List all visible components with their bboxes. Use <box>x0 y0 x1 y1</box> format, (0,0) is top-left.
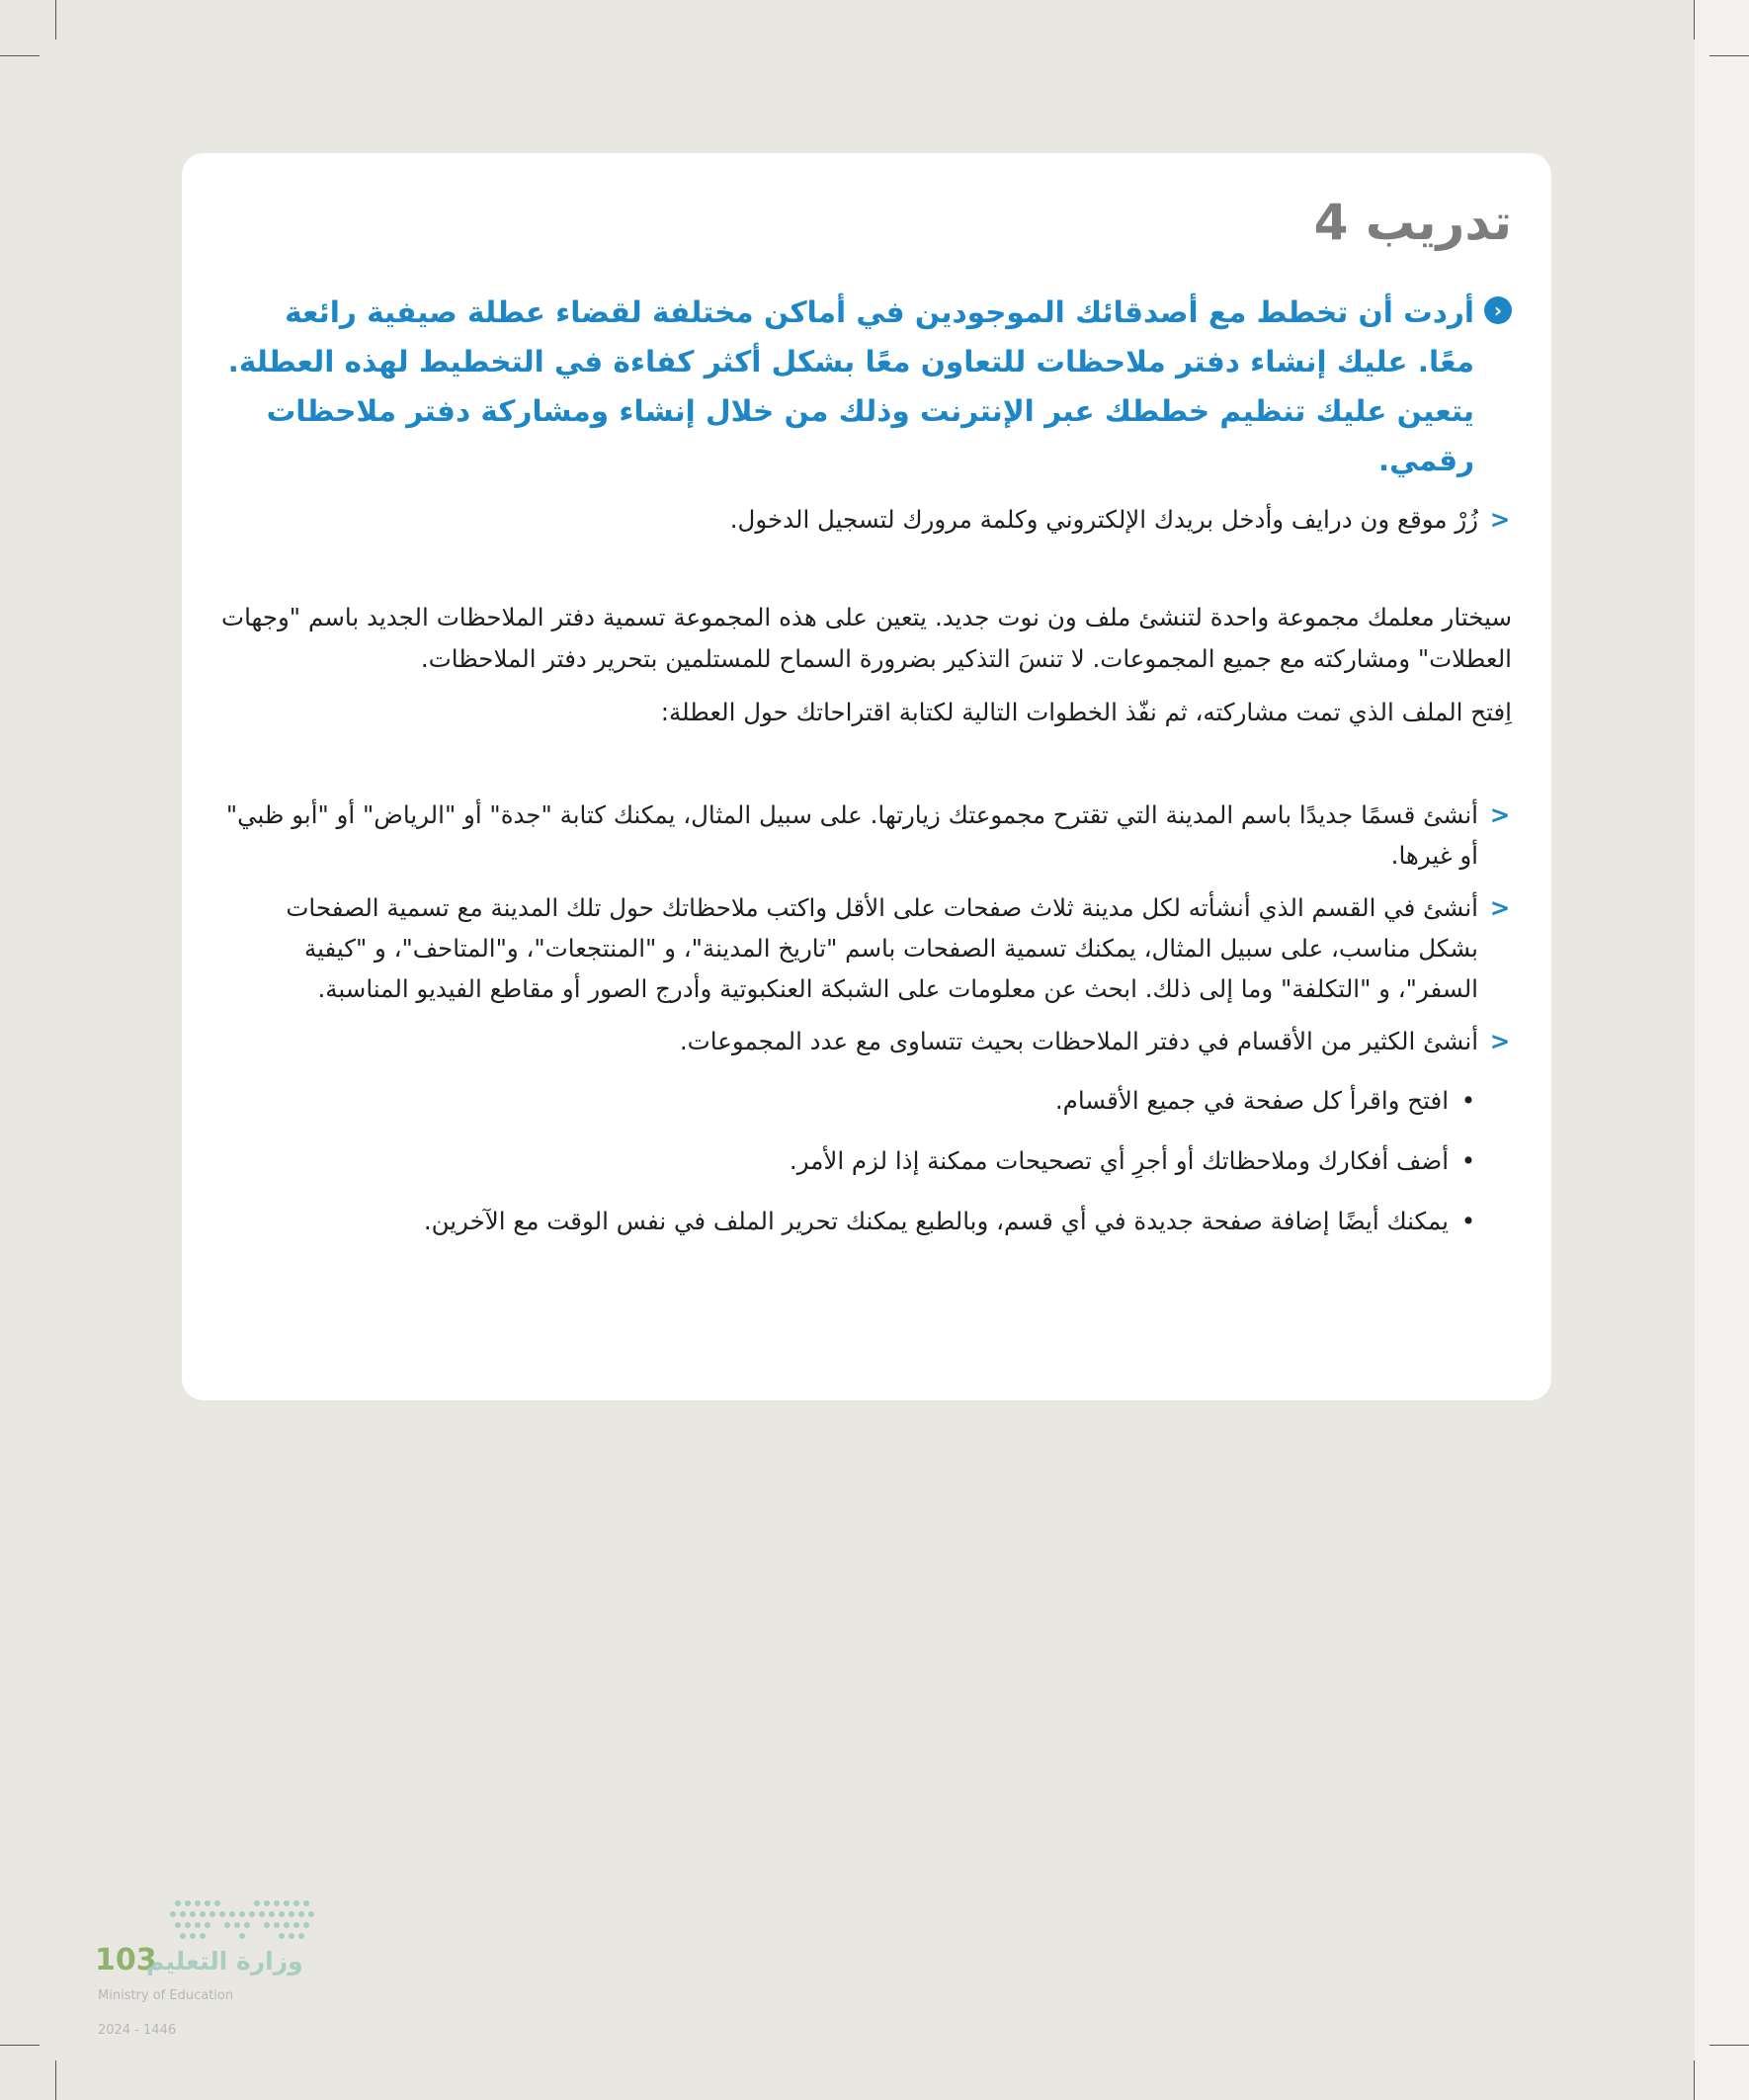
intro-text: أردت أن تخطط مع أصدقائك الموجودين في أماكن مختلفة لقضاء عطلة صيفية رائعة معًا. عليك إنشاء دفتر ملاحظات للتعاون معًا بشكل أكثر كفاءة في التخطيط لهذه العطلة. يتعين عليك تنظيم خططك عبر الإنترنت وذلك من خلال إنشاء ومشاركة دفتر ملاحظات رقمي. <box>227 295 1474 477</box>
step-text: أنشئ الكثير من الأقسام في دفتر الملاحظات بحيث تتساوى مع عدد المجموعات. <box>679 1027 1478 1055</box>
list-item <box>221 1202 1478 1241</box>
step-login <box>221 499 1512 540</box>
step-text: أنشئ قسمًا جديدًا باسم المدينة التي تقترح مجموعتك زيارتها. على سبيل المثال، يمكنك كتابة "جدة" أو "الرياض" أو "أبو ظبي" أو غيرها. <box>225 800 1478 870</box>
crop-mark <box>1709 2045 1749 2046</box>
arrow-icon: < <box>1489 893 1511 922</box>
right-margin-strip <box>1695 0 1749 2100</box>
step-item <box>221 887 1512 1009</box>
exercise-title: تدريب 4 <box>1313 194 1512 251</box>
ministry-name-en: Ministry of Education <box>98 1988 234 2003</box>
step-login-text: زُرْ موقع ون درايف وأدخل بريدك الإلكتروني وكلمة مرورك لتسجيل الدخول. <box>729 505 1478 534</box>
arrow-icon: < <box>1489 800 1511 829</box>
crop-mark <box>1694 2060 1695 2100</box>
intro-block <box>221 288 1512 485</box>
crop-mark <box>55 0 56 40</box>
list-item-text: يمكنك أيضًا إضافة صفحة جديدة في أي قسم، وبالطبع يمكنك تحرير الملف في نفس الوقت مع الآخرين. <box>423 1207 1449 1235</box>
bullet-icon: • <box>1460 1086 1476 1115</box>
step-item <box>221 1021 1512 1061</box>
teacher-paragraph: سيختار معلمك مجموعة واحدة لتنشئ ملف ون نوت جديد. يتعين على هذه المجموعة تسمية دفتر الملاحظات الجديد باسم "وجهات العطلات" ومشاركته مع جميع المجموعات. لا تنسَ التذكير بضرورة السماح للمستلمين بتحرير دفتر الملاحظات. <box>221 603 1512 673</box>
bullet-list <box>221 1081 1512 1241</box>
crop-mark <box>1709 55 1749 56</box>
arrow-icon: < <box>1489 1027 1511 1055</box>
arrow-icon: < <box>1489 505 1511 534</box>
crop-mark <box>55 2060 56 2100</box>
step-item <box>221 795 1512 876</box>
ministry-name-ar: وزارة التعليم <box>146 1947 303 1975</box>
crop-mark <box>0 2045 40 2046</box>
exercise-content <box>221 153 1512 1262</box>
list-item <box>221 1081 1478 1121</box>
edition-year: 2024 - 1446 <box>98 2023 177 2038</box>
open-instruction: اِفتح الملف الذي تمت مشاركته، ثم نفّذ الخطوات التالية لكتابة اقتراحاتك حول العطلة: <box>660 698 1512 726</box>
crop-mark <box>1694 0 1695 40</box>
list-item-text: أضف أفكارك وملاحظاتك أو أجرِ أي تصحيحات ممكنة إذا لزم الأمر. <box>789 1146 1449 1175</box>
list-item <box>221 1141 1478 1181</box>
step-text: أنشئ في القسم الذي أنشأته لكل مدينة ثلاث صفحات على الأقل واكتب ملاحظاتك حول تلك المدينة مع تسمية الصفحات بشكل مناسب، على سبيل المثال، يمكنك تسمية الصفحات باسم "تاريخ المدينة"، و "المنتجعات"، و"المتاحف"، و "كيفية السفر"، و "التكلفة" وما إلى ذلك. ابحث عن معلومات على الشبكة العنكبوتية وأدرج الصور أو مقاطع الفيديو المناسبة. <box>286 893 1478 1003</box>
exercise-card <box>182 153 1551 1400</box>
chevron-left-circle-icon: ‹ <box>1484 296 1512 324</box>
bullet-icon: • <box>1460 1207 1476 1235</box>
crop-mark <box>0 55 40 56</box>
bullet-icon: • <box>1460 1146 1476 1175</box>
page-number: 103 <box>95 1943 157 1977</box>
list-item-text: افتح واقرأ كل صفحة في جميع الأقسام. <box>1054 1086 1449 1115</box>
